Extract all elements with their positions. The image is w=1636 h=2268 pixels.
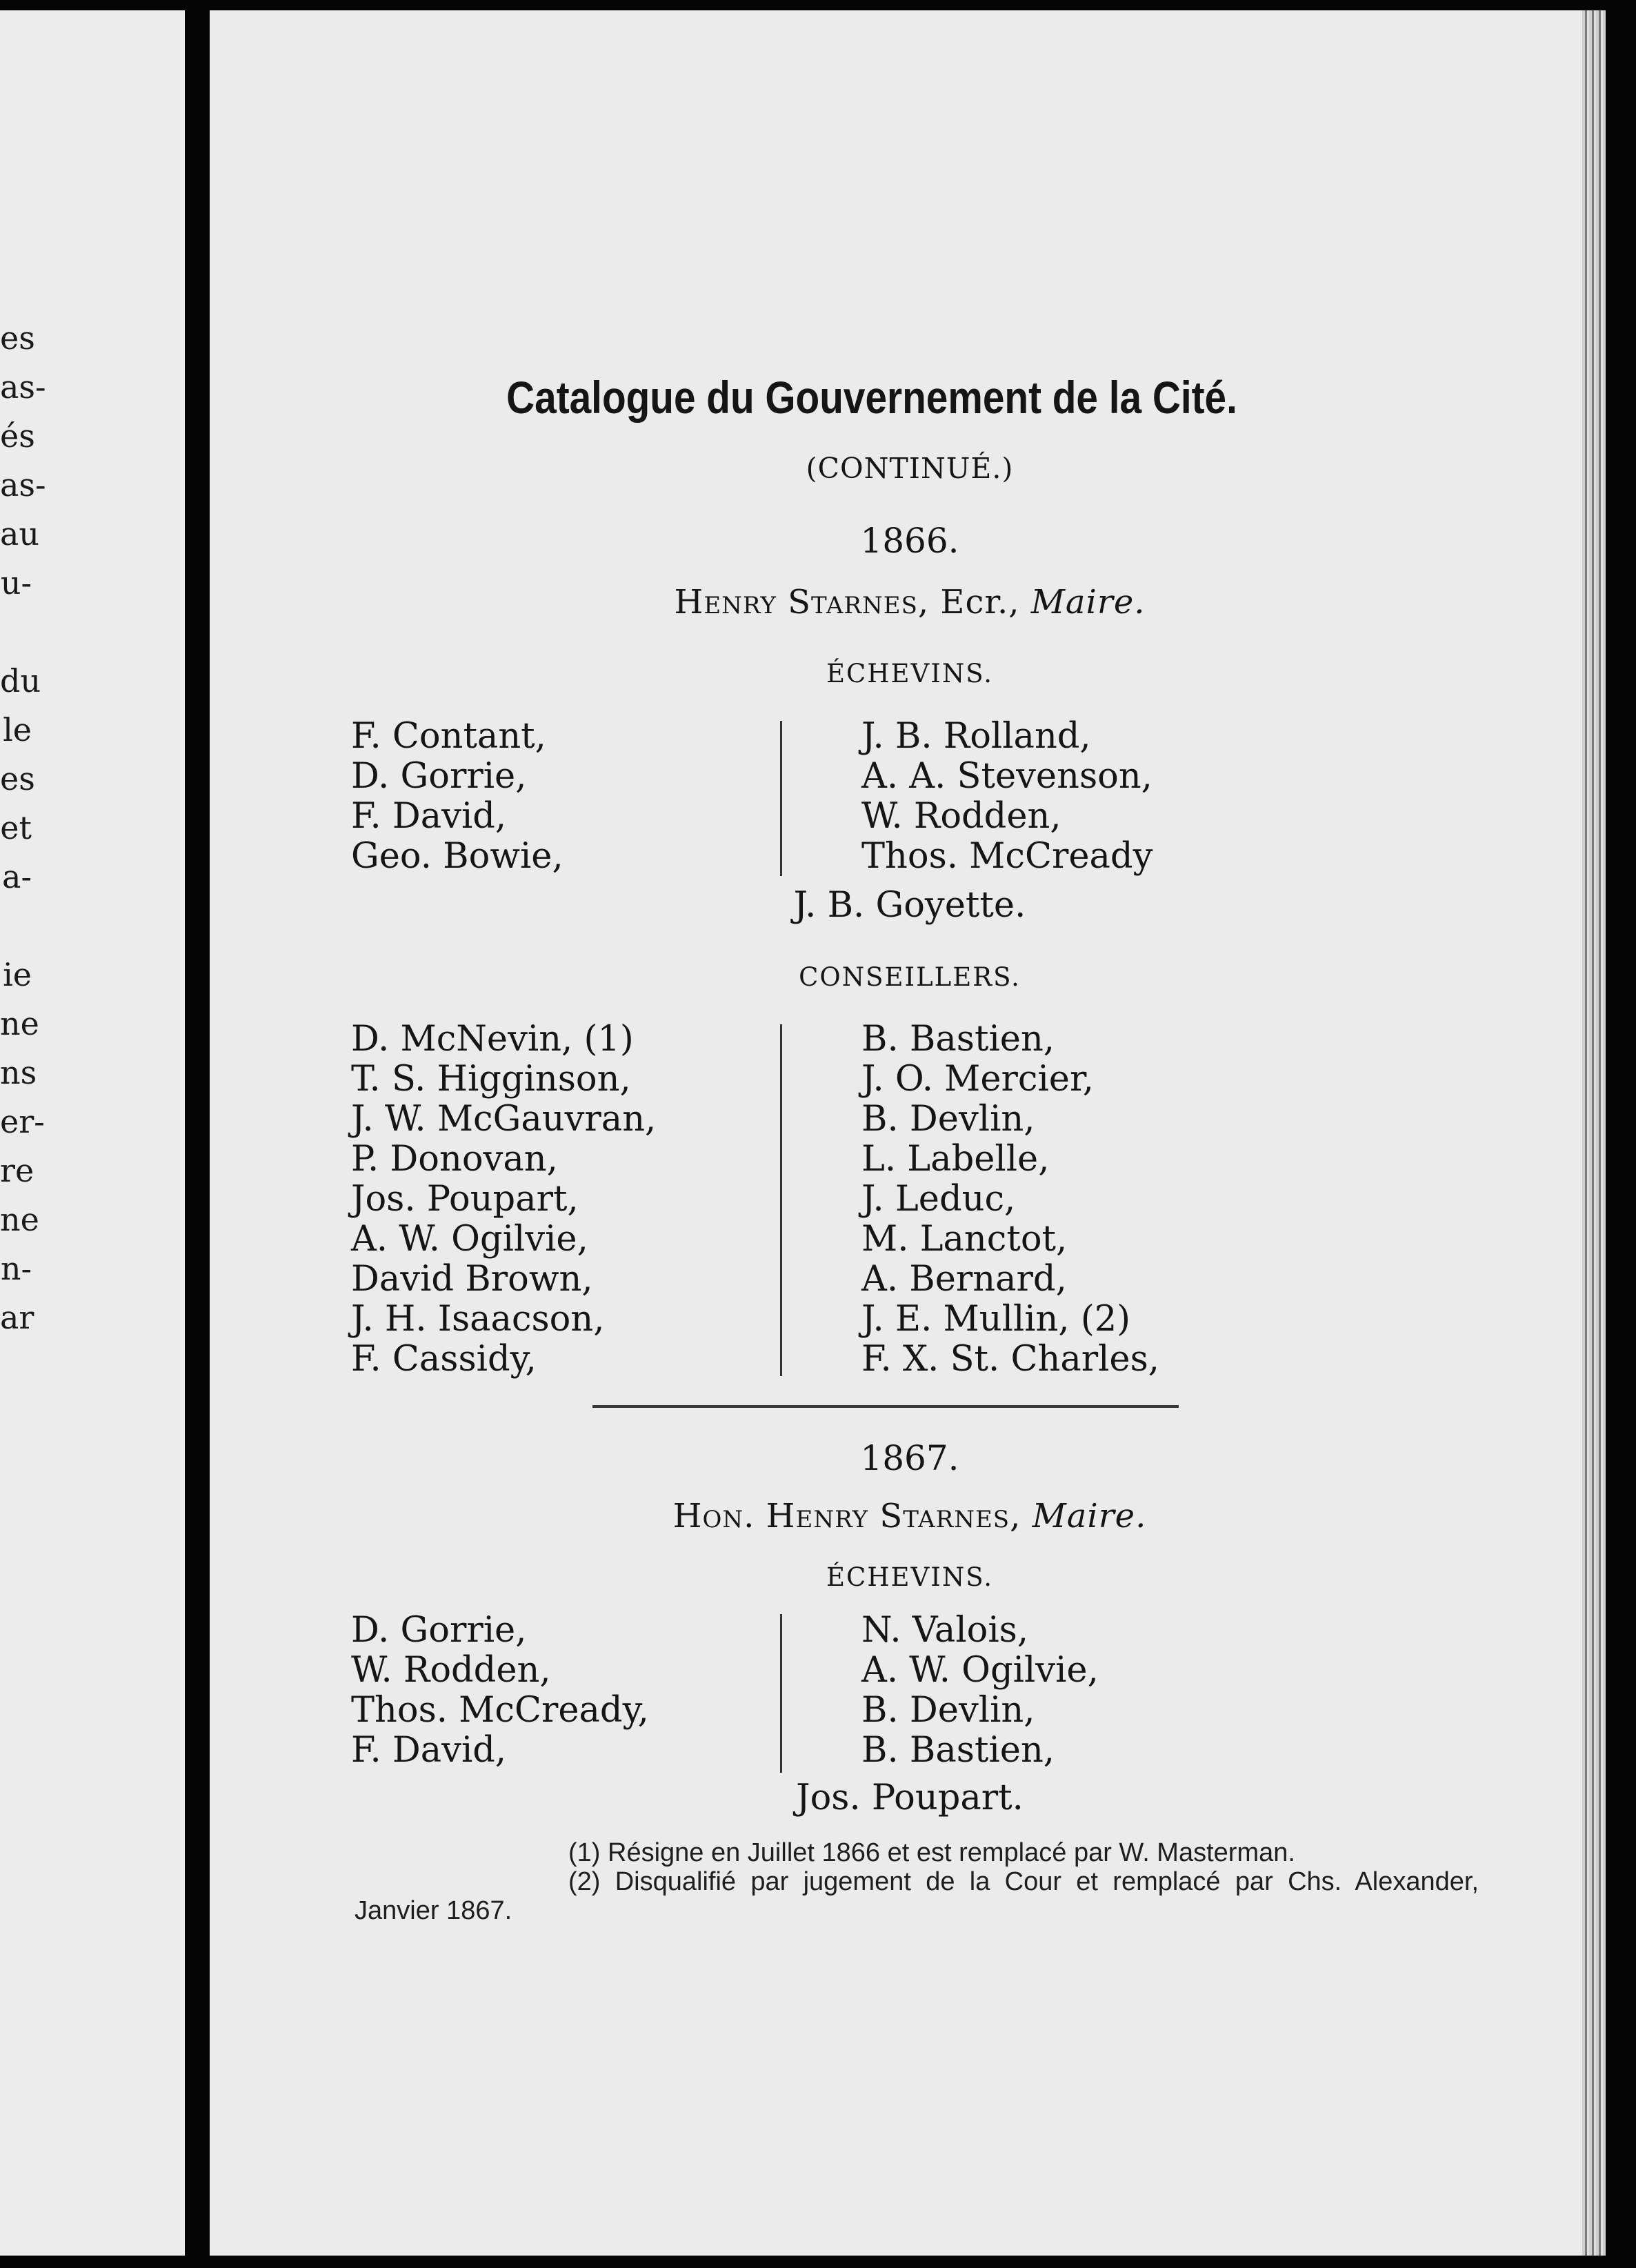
list-item: B. Bastien, — [861, 1730, 1055, 1771]
conseillers-left-1866 — [351, 1019, 656, 1380]
list-item: J. B. Rolland, — [861, 716, 1091, 757]
mayor-prefix: Hon. — [672, 1497, 766, 1535]
facing-page-fragment: er- — [0, 1103, 45, 1140]
mayor-suffix: , — [1010, 1497, 1033, 1535]
list-item: B. Devlin, — [861, 1690, 1035, 1731]
echevins-left-1866 — [351, 717, 563, 877]
document-page — [210, 10, 1582, 2256]
list-item: Thos. McCready, — [351, 1690, 649, 1731]
list-item: T. S. Higginson, — [351, 1059, 631, 1100]
section-rule — [592, 1405, 1179, 1408]
year-1866: 1866. — [860, 521, 959, 561]
list-item: P. Donovan, — [351, 1139, 558, 1180]
column-divider — [780, 1024, 782, 1376]
page-subtitle: (CONTINUÉ.) — [806, 452, 1014, 485]
facing-page-fragment: le — [3, 711, 32, 748]
echevins-heading-1867: ÉCHEVINS. — [826, 1562, 994, 1592]
list-item: L. Labelle, — [861, 1139, 1050, 1180]
facing-page-fragment: es — [0, 319, 35, 357]
list-item: D. McNevin, (1) — [351, 1019, 634, 1060]
list-item: F. Cassidy, — [351, 1339, 537, 1380]
facing-page-fragment: ie — [3, 956, 32, 993]
facing-page-fragment — [0, 608, 32, 657]
facing-page-fragment: ne — [0, 1201, 39, 1238]
list-item: F. David, — [351, 1730, 507, 1771]
list-item: J. W. McGauvran, — [351, 1099, 657, 1140]
echevins-right-1866 — [861, 717, 1153, 877]
echevins-last-1866: J. B. Goyette. — [793, 885, 1026, 926]
page-title: Catalogue du Gouvernement de la Cité. — [506, 372, 1237, 423]
conseillers-right-1866 — [861, 1019, 1159, 1380]
facing-page-fragment: as- — [0, 368, 46, 406]
list-item: David Brown, — [351, 1259, 593, 1300]
facing-page-fragment: du — [0, 662, 41, 699]
list-item: B. Devlin, — [861, 1099, 1035, 1140]
mayor-1866 — [210, 583, 1610, 621]
echevins-last-1867: Jos. Poupart. — [796, 1778, 1024, 1818]
list-item: A. W. Ogilvie, — [351, 1219, 588, 1260]
mayor-suffix: , Ecr., — [917, 583, 1031, 621]
list-item: Geo. Bowie, — [351, 836, 563, 877]
list-item: J. Leduc, — [861, 1179, 1016, 1220]
facing-page-fragment: au — [0, 515, 40, 553]
facing-page-fragment: és — [0, 417, 35, 455]
list-item: Jos. Poupart, — [351, 1179, 579, 1220]
facing-page-fragment: as- — [0, 466, 46, 504]
list-item: F. X. St. Charles, — [861, 1339, 1159, 1380]
list-item: B. Bastien, — [861, 1019, 1055, 1060]
mayor-name: Henry Starnes — [674, 583, 918, 621]
list-item: N. Valois, — [861, 1610, 1029, 1651]
facing-page-fragment: a- — [2, 858, 32, 895]
footnote-1: (1) Résigne en Juillet 1866 et est remplacé par W. Masterman. — [568, 1838, 1295, 1867]
mayor-name: Henry Starnes — [766, 1497, 1010, 1535]
echevins-left-1867 — [351, 1611, 649, 1771]
list-item: F. Contant, — [351, 716, 546, 757]
facing-page-fragment: ne — [0, 1005, 39, 1042]
page-edge — [1582, 10, 1606, 2256]
footnote-2: (2) Disqualifié par jugement de la Cour et remplacé par Chs. Alexander, Janvier 1867. — [355, 1867, 1479, 1925]
list-item: W. Rodden, — [351, 1650, 551, 1691]
facing-page-fragment: ns — [0, 1054, 37, 1091]
column-divider — [780, 1614, 782, 1773]
list-item: A. Bernard, — [861, 1259, 1067, 1300]
list-item: J. O. Mercier, — [861, 1059, 1094, 1100]
facing-page-fragment: et — [0, 809, 32, 846]
list-item: W. Rodden, — [861, 796, 1061, 837]
mayor-role: Maire. — [1030, 583, 1146, 621]
facing-page-fragment: es — [0, 760, 35, 797]
list-item: J. E. Mullin, (2) — [861, 1299, 1131, 1340]
list-item: M. Lanctot, — [861, 1219, 1068, 1260]
facing-page — [0, 10, 185, 2256]
echevins-heading-1866: ÉCHEVINS. — [826, 659, 994, 688]
list-item: J. H. Isaacson, — [351, 1299, 605, 1340]
list-item: A. W. Ogilvie, — [861, 1650, 1099, 1691]
facing-page-fragment — [0, 902, 32, 951]
list-item: D. Gorrie, — [351, 1610, 527, 1651]
echevins-right-1867 — [861, 1611, 1099, 1771]
list-item: D. Gorrie, — [351, 756, 527, 797]
conseillers-heading-1866: CONSEILLERS. — [799, 962, 1021, 992]
gutter — [185, 0, 210, 2268]
column-divider — [780, 721, 782, 876]
mayor-1867 — [210, 1497, 1610, 1535]
year-1867: 1867. — [860, 1438, 959, 1478]
facing-page-fragment: u- — [0, 564, 32, 601]
facing-page-fragment: n- — [0, 1250, 32, 1287]
list-item: F. David, — [351, 796, 507, 837]
mayor-role: Maire. — [1032, 1497, 1147, 1535]
facing-page-fragment: re — [0, 1152, 34, 1189]
facing-page-fragment: ar — [0, 1299, 34, 1336]
facing-page-text-fragments — [0, 314, 46, 1342]
list-item: Thos. McCready — [861, 836, 1153, 877]
list-item: A. A. Stevenson, — [861, 756, 1153, 797]
